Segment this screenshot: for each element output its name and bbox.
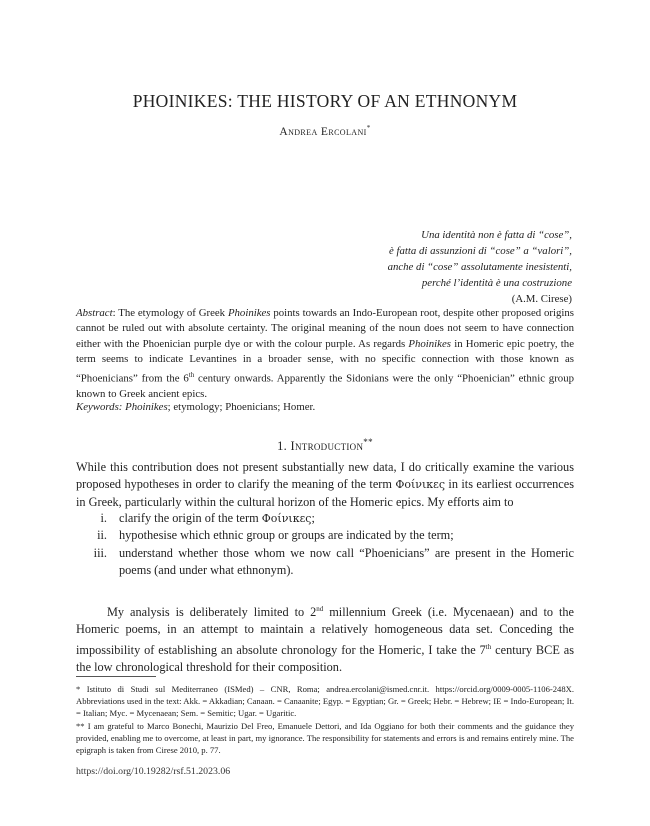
abstract-label: Abstract: [76, 307, 113, 319]
paragraph-text: in its earliest occurrences in Greek, particularly within the cultural horizon of the Homeric epics. My efforts aim to: [76, 477, 574, 509]
footnote-2: ** I am grateful to Marco Bonechi, Maurizio Del Freo, Emanuele Dettori, and Ida Oggiano for both their comments and the guidance they provided, enabling me to overcome, at least in part, my ignorance. The responsibility for statements and errors is and remains entirely mine. The epigraph is taken from Cirese 2010, p. 77.: [76, 720, 574, 756]
list-item-text: clarify the origin of the term: [119, 511, 262, 525]
section-heading: [0, 437, 650, 454]
paragraph-text: century BCE as the low chronological threshold for their composition.: [76, 642, 574, 675]
epigraph-line: anche di “cose” assolutamente inesistenti,: [387, 261, 572, 273]
section-heading-text: 1. Introduction: [277, 439, 364, 454]
superscript: th: [485, 642, 492, 651]
footnote-1: * Istituto di Studi sul Mediterraneo (ISMed) – CNR, Roma; andrea.ercolani@ismed.cnr.it. https://orcid.org/0009-0005-1106-248X. Abbreviations used in the text: Akk. = Akkadian; Canaan. = Canaanite; Egyp. = Egyptian; Gr. = Greek; Hebr. = Hebrew; IE = Indo-European; It. = Italian; Myc. = Mycenaean; Sem. = Semitic; Ugar. = Ugaritic.: [76, 684, 574, 719]
author-name: [0, 124, 650, 138]
intro-paragraph-1: [76, 459, 574, 511]
abstract-superscript: th: [188, 370, 195, 379]
paragraph-text: While this contribution does not present substantially new data, I do critically examine the various proposed hypotheses in order to clarify the meaning of the term: [76, 460, 574, 492]
abstract-italic: Phoinikes: [227, 307, 271, 319]
list-item-number: iii.: [93, 545, 107, 560]
aims-list: [76, 510, 574, 579]
abstract-text: in Homeric epic poetry, the term seems to indicate Levantines in a broader sense, with no specific connection with those known as “Phoenicians” from the 6: [76, 337, 574, 385]
paragraph-text: millennium Greek (i.e. Mycenaean) and to the Homeric poems, in an attempt to maintain a relatively homogeneous data set. Conceding the impossibility of establishing an absolute chronology for the Homeric, I take the 7: [76, 605, 574, 657]
list-item: [76, 510, 574, 527]
keywords-text: ; etymology; Phoenicians; Homer.: [167, 401, 316, 413]
greek-term: Φοίνικες: [395, 478, 446, 492]
epigraph-line: Una identità non è fatta di “cose”,: [421, 229, 572, 241]
abstract-italic: Phoinikes: [408, 337, 451, 350]
list-item-number: i.: [100, 511, 107, 525]
footnotes: [76, 683, 574, 756]
section-footnote-mark[interactable]: **: [363, 437, 373, 447]
epigraph-line: perché l’identità è una costruzione: [421, 277, 572, 289]
abstract-text: points towards an Indo-European root, despite other proposed origins cannot be ruled out with absolute certainty. The original meaning of the noun does not seem to have connection either with the Phoenician purple dye or with the colour purple. As regards: [76, 307, 575, 350]
intro-paragraph-2: [76, 601, 574, 676]
list-item-text: ;: [311, 511, 315, 525]
epigraph-line: è fatta di assunzioni di “cose” a “valori”,: [389, 245, 572, 257]
keywords: [76, 400, 574, 415]
epigraph-source: (A.M. Cirese): [511, 293, 572, 305]
superscript: nd: [316, 605, 324, 613]
doi-link[interactable]: https://doi.org/10.19282/rsf.51.2023.06: [76, 766, 231, 777]
list-item-number: ii.: [97, 528, 107, 543]
epigraph: [272, 227, 572, 307]
abstract-text: : The etymology of Greek: [112, 307, 228, 319]
author-name-text: Andrea Ercolani: [279, 125, 367, 138]
keywords-colon: :: [118, 401, 126, 413]
article-title: PHOINIKES: THE HISTORY OF AN ETHNONYM: [132, 91, 518, 111]
author-footnote-mark[interactable]: *: [366, 124, 371, 132]
list-item-text: understand whether those whom we now call “Phoenicians” are present in the Homeric poems (and under what ethnonym).: [119, 545, 574, 577]
greek-term: Φοίνικες: [261, 512, 312, 525]
list-item: [76, 545, 574, 580]
list-item-text: hypothesise which ethnic group or groups are indicated by the term;: [119, 528, 454, 543]
paragraph-text: My analysis is deliberately limited to 2: [107, 605, 317, 620]
abstract: [76, 306, 574, 402]
keyword-italic: Phoinikes: [125, 401, 168, 413]
footnote-divider: [76, 676, 156, 677]
keywords-label: Keywords: [76, 401, 119, 413]
list-item: [76, 527, 574, 544]
abstract-text: century onwards. Apparently the Sidonians were the only “Phoenician” ethnic group known to Greek ancient epics.: [76, 372, 574, 400]
